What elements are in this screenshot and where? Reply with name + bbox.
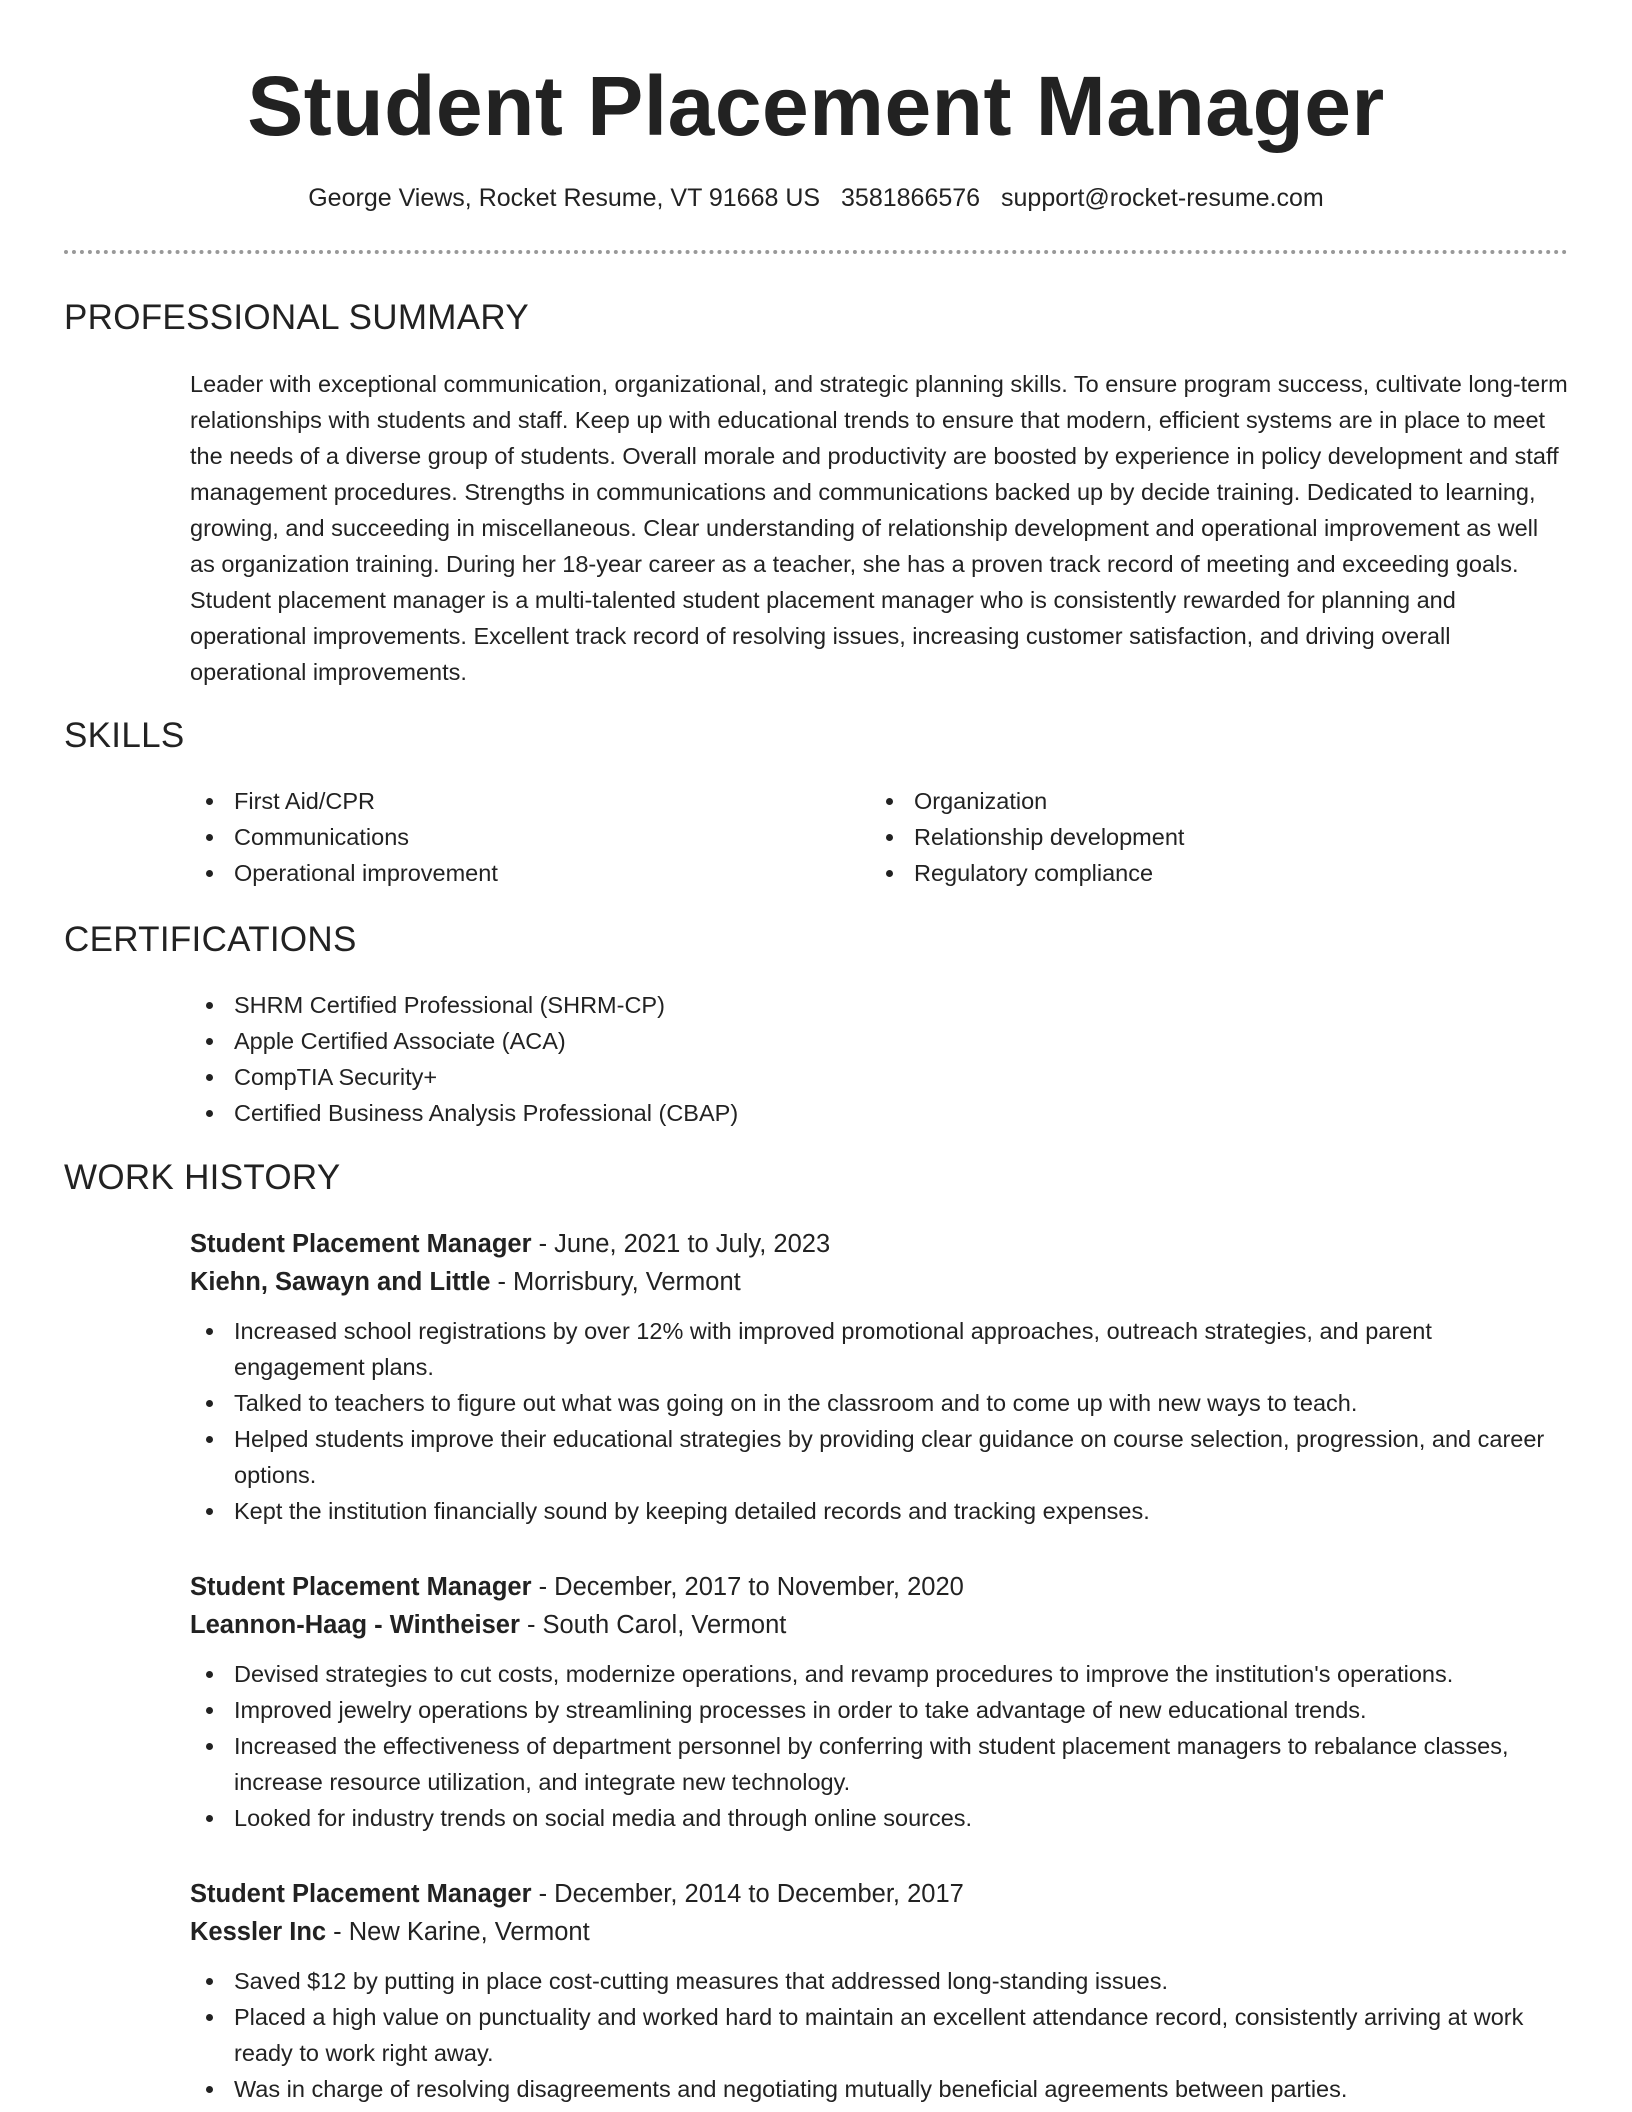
skill-item: Operational improvement [190,855,860,891]
job-title-line [190,1875,1568,1913]
job-company-line [190,1263,1568,1301]
job-bullet: Looked for industry trends on social media and through online sources. [190,1800,1568,1836]
job-bullet: Saved $12 by putting in place cost-cutting measures that addressed long-standing issues. [190,1963,1568,1999]
job-entry [190,1568,1568,1836]
job-location: - South Carol, Vermont [519,1611,787,1639]
job-bullets [190,1313,1568,1529]
job-entry [190,1875,1568,2107]
job-bullet: Kept the institution financially sound by keeping detailed records and tracking expenses. [190,1493,1568,1529]
job-title-line [190,1225,1568,1263]
job-bullet: Increased school registrations by over 12% with improved promotional approaches, outreach strategies, and parent engagement plans. [190,1313,1568,1385]
skill-item: Regulatory compliance [870,855,1568,891]
certification-item: Certified Business Analysis Professional (CBAP) [190,1095,738,1131]
job-bullet: Increased the effectiveness of department personnel by conferring with student placement managers to rebalance classes, increase resource utilization, and integrate new technology. [190,1728,1568,1800]
resume-page [64,0,1568,2112]
job-company: Leannon-Haag - Wintheiser [190,1611,520,1639]
job-dates: - December, 2017 to November, 2020 [531,1573,964,1601]
job-location: - New Karine, Vermont [326,1918,590,1946]
job-bullet: Helped students improve their educational strategies by providing clear guidance on course selection, progression, and career options. [190,1421,1568,1493]
certification-item: Apple Certified Associate (ACA) [190,1023,738,1059]
certifications-list [190,987,738,1131]
skill-item: Communications [190,819,860,855]
contact-email: support@rocket-resume.com [1001,184,1324,212]
contact-phone: 3581866576 [841,184,981,212]
job-bullet: Devised strategies to cut costs, modernize operations, and revamp procedures to improve the institution's operations. [190,1656,1568,1692]
job-bullet: Talked to teachers to figure out what was going on in the classroom and to come up with new ways to teach. [190,1385,1568,1421]
skills-list-right [870,783,1568,891]
job-bullet: Placed a high value on punctuality and worked hard to maintain an excellent attendance record, consistently arriving at work ready to work right away. [190,1999,1568,2071]
job-title-line [190,1568,1568,1606]
job-company-line [190,1606,1568,1644]
job-role: Student Placement Manager [190,1230,532,1258]
job-bullets [190,1656,1568,1836]
job-dates: - June, 2021 to July, 2023 [531,1230,831,1258]
certification-item: SHRM Certified Professional (SHRM-CP) [190,987,738,1023]
work-history-heading: WORK HISTORY [64,1158,341,1197]
job-company: Kiehn, Sawayn and Little [190,1268,491,1296]
summary-text: Leader with exceptional communication, organizational, and strategic planning skills. To ensure program success, cultivate long-term relationships with students and staff. Keep up with educational trends to ensure that modern, efficient systems are in place to meet the needs of a diverse group of students. Overall morale and productivity are boosted by experience in policy development and staff management procedures. Strengths in communications and communications backed up by decide training. Dedicated to learning, growing, and succeeding in miscellaneous. Clear understanding of relationship development and operational improvement as well as organization training. During her 18-year career as a teacher, she has a proven track record of meeting and exceeding goals. Student placement manager is a multi-talented student placement manager who is consistently rewarded for planning and operational improvements. Excellent track record of resolving issues, increasing customer satisfaction, and driving overall operational improvements. [190,371,1568,685]
job-role: Student Placement Manager [190,1573,532,1601]
certifications-heading: CERTIFICATIONS [64,920,357,959]
contact-address: George Views, Rocket Resume, VT 91668 US [308,184,821,212]
job-bullet: Improved jewelry operations by streamlining processes in order to take advantage of new educational trends. [190,1692,1568,1728]
resume-name: Student Placement Manager [247,59,1385,153]
summary-heading: PROFESSIONAL SUMMARY [64,298,529,337]
job-company: Kessler Inc [190,1918,327,1946]
skills-list-left [190,783,860,891]
job-bullets [190,1963,1568,2107]
job-company-line [190,1913,1568,1951]
job-location: - Morrisbury, Vermont [490,1268,741,1296]
header-divider [64,250,1568,254]
job-role: Student Placement Manager [190,1880,532,1908]
skills-heading: SKILLS [64,716,185,755]
contact-line [64,180,1568,216]
job-dates: - December, 2014 to December, 2017 [531,1880,964,1908]
certification-item: CompTIA Security+ [190,1059,738,1095]
skill-item: Relationship development [870,819,1568,855]
job-entry [190,1225,1568,1529]
skill-item: First Aid/CPR [190,783,860,819]
job-bullet: Was in charge of resolving disagreements and negotiating mutually beneficial agreements between parties. [190,2071,1568,2107]
skill-item: Organization [870,783,1568,819]
